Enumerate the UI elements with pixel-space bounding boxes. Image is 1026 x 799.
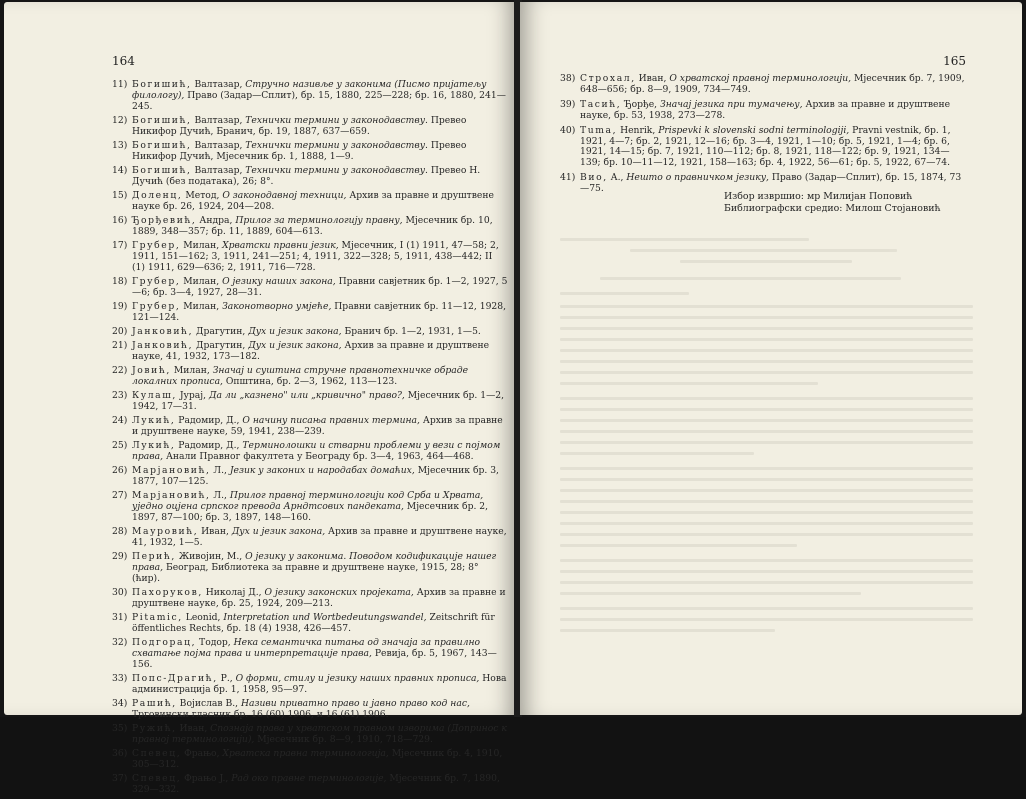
show-through-line bbox=[560, 327, 973, 330]
reference-publication: Мјесечник бр. 1—2, 1942, 17—31. bbox=[132, 389, 505, 412]
reference-number: 22) bbox=[112, 364, 128, 376]
reference-author: Богишић, bbox=[132, 114, 192, 126]
reference-title: Interpretation und Wortbedeutungswandel, bbox=[223, 611, 427, 623]
reference-given-name: Иван, bbox=[176, 722, 211, 734]
reference-given-name: Драгутин, bbox=[193, 325, 249, 337]
reference-number: 26) bbox=[112, 464, 128, 476]
reference-number: 15) bbox=[112, 189, 128, 201]
show-through-text bbox=[560, 230, 990, 632]
reference-author: Подгорац, bbox=[132, 636, 197, 648]
reference-number: 37) bbox=[112, 772, 128, 784]
reference-given-name: Валтазар, bbox=[191, 139, 246, 151]
reference-number: 25) bbox=[112, 439, 128, 451]
reference-given-name: Фрањо J., bbox=[181, 772, 232, 784]
reference-given-name: Радомир, Д., bbox=[175, 414, 243, 426]
reference-author: Tuma, bbox=[580, 124, 618, 136]
reference-given-name: Војислав В., bbox=[176, 697, 242, 709]
reference-author: Спевец, bbox=[132, 772, 182, 784]
reference-given-name: Радомир, Д., bbox=[175, 439, 243, 451]
reference-number: 31) bbox=[112, 611, 128, 623]
reference-author: Рашић, bbox=[132, 697, 177, 709]
reference-title: О језику законских пројеката, bbox=[264, 586, 414, 598]
show-through-line bbox=[560, 338, 973, 341]
reference-given-name: Метод, bbox=[182, 189, 223, 201]
reference-publication: Архив за правне и друштвене науке, 59, 1941, 238—239. bbox=[132, 414, 503, 437]
reference-entry bbox=[112, 441, 508, 463]
show-through-line bbox=[630, 249, 897, 252]
reference-publication: Право (Задар—Сплит), бр. 15, 1880, 225—228; бр. 16, 1880, 241—245. bbox=[132, 89, 506, 112]
reference-entry bbox=[112, 613, 508, 635]
show-through-line bbox=[560, 618, 973, 621]
reference-number: 11) bbox=[112, 79, 128, 90]
reference-given-name: Николај Д., bbox=[202, 586, 265, 598]
reference-publication: Општина, бр. 2—3, 1962, 113—123. bbox=[222, 375, 398, 387]
reference-list-right bbox=[560, 74, 966, 199]
credits-bibliography: Библиографски средио: Милош Стојановић bbox=[724, 203, 941, 214]
show-through-line bbox=[560, 607, 973, 610]
reference-entry bbox=[112, 277, 508, 299]
show-through-line bbox=[560, 382, 818, 385]
reference-entry bbox=[112, 166, 508, 188]
show-through-line bbox=[560, 581, 973, 584]
show-through-line bbox=[560, 441, 973, 444]
reference-author: Доленц, bbox=[132, 189, 183, 201]
reference-entry bbox=[112, 341, 508, 363]
reference-title: Технички термини у законодавству. bbox=[245, 164, 428, 176]
reference-given-name: Валтазар, bbox=[191, 164, 246, 176]
reference-entry bbox=[560, 74, 966, 96]
reference-entry bbox=[112, 588, 508, 610]
reference-number: 18) bbox=[112, 275, 128, 287]
reference-entry bbox=[560, 100, 966, 122]
reference-given-name: Јурај, bbox=[176, 389, 209, 401]
reference-title: Језик у законих и народабах домаћих, bbox=[229, 464, 415, 476]
reference-title: О начину писања правних термина, bbox=[242, 414, 420, 426]
reference-number: 38) bbox=[560, 73, 576, 84]
reference-publication: Превео Н. Дучић (без података), 26; 8°. bbox=[132, 164, 481, 187]
reference-title: О форми, стилу и језику наших правних прописа, bbox=[235, 672, 480, 684]
show-through-line bbox=[560, 360, 973, 363]
reference-title: Хрватски правни језик, bbox=[222, 239, 339, 251]
reference-publication: Мјесечник бр. 2, 1897, 87—100; бр. 3, 1897, 148—160. bbox=[132, 500, 489, 523]
show-through-line bbox=[560, 316, 973, 319]
reference-publication: Ревија, бр. 5, 1967, 143—156. bbox=[132, 647, 497, 670]
reference-number: 32) bbox=[112, 636, 128, 648]
reference-title: Терминолошки и стварни проблеми у вези с појмом права, bbox=[132, 439, 501, 462]
reference-entry bbox=[560, 126, 966, 170]
reference-author: Лукић, bbox=[132, 439, 176, 451]
reference-title: Prispevki k slovenski sodni terminologiji, bbox=[658, 124, 850, 136]
credits-block bbox=[724, 191, 941, 215]
reference-author: Богишић, bbox=[132, 79, 192, 90]
reference-publication: Архив за правне и друштвене науке, 41, 1932, 173—182. bbox=[132, 339, 490, 362]
reference-author: Попс-Драгић, bbox=[132, 672, 218, 684]
show-through-line bbox=[560, 349, 973, 352]
reference-given-name: Милан, bbox=[180, 300, 223, 312]
reference-entry bbox=[112, 141, 508, 163]
reference-number: 41) bbox=[560, 172, 576, 184]
reference-publication: Превео Никифор Дучић, Мјесечник бр. 1, 1888, 1—9. bbox=[132, 139, 467, 162]
show-through-line bbox=[560, 430, 973, 433]
reference-publication: Zeitschrift für öffentliches Rechts, бр. 18 (4) 1938, 426—457. bbox=[132, 611, 495, 634]
reference-title: Значај језика при тумачењу, bbox=[660, 98, 803, 110]
reference-author: Строхал, bbox=[580, 73, 636, 84]
reference-number: 27) bbox=[112, 489, 128, 501]
reference-entry bbox=[112, 191, 508, 213]
reference-number: 14) bbox=[112, 164, 128, 176]
reference-title: Нешто о правничком језику, bbox=[626, 172, 769, 184]
reference-given-name: Валтазар, bbox=[191, 79, 246, 90]
reference-number: 24) bbox=[112, 414, 128, 426]
reference-entry bbox=[112, 674, 508, 696]
show-through-line bbox=[560, 559, 973, 562]
reference-title: Прилог правној терминологији код Срба и Хрвата, уједно оцјена српског превода Арндтсових пандеката, bbox=[132, 489, 484, 512]
reference-publication: Мјесечник бр. 4, 1910, 305—312. bbox=[132, 747, 503, 770]
reference-entry bbox=[112, 302, 508, 324]
reference-author: Грубер, bbox=[132, 300, 181, 312]
reference-entry bbox=[112, 552, 508, 585]
reference-publication: Мјесечник бр. 10, 1889, 348—357; бр. 11, 1889, 604—613. bbox=[132, 214, 493, 237]
reference-title: Да ли „казнено" или „кривично" право?, bbox=[208, 389, 405, 401]
reference-entry bbox=[112, 216, 508, 238]
reference-title: Називи приватно право и јавно право код нас, bbox=[241, 697, 470, 709]
reference-given-name: Р., bbox=[217, 672, 236, 684]
show-through-line bbox=[560, 489, 973, 492]
reference-title: О законодавној техници, bbox=[222, 189, 347, 201]
reference-given-name: Тодор, bbox=[196, 636, 234, 648]
show-through-line bbox=[560, 478, 973, 481]
reference-entry bbox=[112, 527, 508, 549]
show-through-line bbox=[560, 522, 973, 525]
show-through-line bbox=[560, 419, 973, 422]
reference-given-name: Драгутин, bbox=[193, 339, 249, 351]
show-through-line bbox=[560, 292, 689, 295]
show-through-line bbox=[560, 544, 797, 547]
reference-title: О хрватској правној терминологији, bbox=[669, 73, 852, 84]
reference-given-name: Ђорђе, bbox=[621, 98, 660, 110]
reference-author: Марјановић, bbox=[132, 489, 211, 501]
reference-author: Кулаш, bbox=[132, 389, 177, 401]
reference-title: Спознаја права у хрватском правном изворима (Допринос к правној терминологији), bbox=[132, 722, 507, 745]
reference-publication: Pravni vestnik, бр. 1, 1921, 4—7; бр. 2, 1921, 12—16; бр. 3—4, 1921, 1—10; бр. 5, 1921, 1—4; бр. 6, 1921, 14—15; бр. 7, 1921, 110—112; бр. 8, 1921, 118—122; бр. 9, 1921, 134—139; бр. 10—11—12, 1921, 158—163; бр. 4, 1922, 56—61; бр. 5, 1922, 67—74. bbox=[580, 124, 951, 169]
reference-given-name: Иван, bbox=[198, 525, 232, 537]
reference-title: Дух и језик закона, bbox=[231, 525, 326, 537]
show-through-line bbox=[600, 277, 901, 280]
reference-publication: Правни савјетник бр. 11—12, 1928, 121—124. bbox=[132, 300, 507, 323]
reference-author: Ђорђевић, bbox=[132, 214, 197, 226]
reference-publication: Право (Задар—Сплит), бр. 15, 1874, 73—75. bbox=[580, 172, 962, 195]
reference-author: Јанковић, bbox=[132, 339, 194, 351]
reference-given-name: Милан, bbox=[180, 239, 223, 251]
reference-title: Хрватска правна терминологија, bbox=[222, 747, 389, 759]
page-number-left: 164 bbox=[112, 54, 135, 68]
reference-publication: Правни савјетник бр. 1—2, 1927, 5—6; бр. 3—4, 1927, 28—31. bbox=[132, 275, 508, 298]
reference-entry bbox=[112, 638, 508, 671]
reference-publication: Нова администрација бр. 1, 1958, 95—97. bbox=[132, 672, 507, 695]
reference-author: Pitamic, bbox=[132, 611, 183, 623]
reference-publication: Архив за правне и друштвене науке, 41, 1932, 1—5. bbox=[132, 525, 507, 548]
reference-given-name: А., bbox=[607, 172, 627, 184]
reference-number: 30) bbox=[112, 586, 128, 598]
reference-number: 23) bbox=[112, 389, 128, 401]
reference-title: О језику наших закона, bbox=[222, 275, 336, 287]
show-through-line bbox=[560, 238, 809, 241]
reference-author: Јанковић, bbox=[132, 325, 194, 337]
reference-publication: Бранич бр. 1—2, 1931, 1—5. bbox=[341, 325, 481, 337]
reference-number: 12) bbox=[112, 114, 128, 126]
reference-author: Перић, bbox=[132, 550, 176, 562]
reference-author: Јовић, bbox=[132, 364, 171, 376]
reference-number: 40) bbox=[560, 124, 576, 136]
reference-publication: Мјесечник бр. 7, 1909, 648—656; бр. 8—9, 1909, 734—749. bbox=[580, 73, 965, 95]
reference-author: Пахоруков, bbox=[132, 586, 203, 598]
reference-author: Богишић, bbox=[132, 139, 192, 151]
reference-entry bbox=[112, 416, 508, 438]
show-through-line bbox=[560, 500, 973, 503]
reference-given-name: Андра, bbox=[196, 214, 236, 226]
show-through-line bbox=[680, 260, 852, 263]
reference-number: 34) bbox=[112, 697, 128, 709]
reference-given-name: Henrik, bbox=[617, 124, 659, 136]
reference-title: Стручно називље у законима (Писмо пријатељу филологу), bbox=[132, 79, 487, 101]
reference-given-name: Leonid, bbox=[182, 611, 224, 623]
reference-entry bbox=[112, 466, 508, 488]
reference-entry bbox=[112, 774, 508, 796]
reference-publication: Превео Никифор Дучић, Бранич, бр. 19, 1887, 637—659. bbox=[132, 114, 467, 137]
reference-entry bbox=[112, 116, 508, 138]
reference-author: Лукић, bbox=[132, 414, 176, 426]
reference-title: Технички термини у законодавству. bbox=[245, 114, 428, 126]
reference-title: Дух и језик закона, bbox=[248, 339, 342, 351]
show-through-line bbox=[560, 408, 973, 411]
reference-author: Грубер, bbox=[132, 275, 181, 287]
reference-entry bbox=[112, 699, 508, 721]
reference-author: Тасић, bbox=[580, 98, 622, 110]
reference-publication: Мјесечник, I (1) 1911, 47—58; 2, 1911, 151—162; 3, 1911, 241—251; 4, 1911, 322—328; 5, 1911, 438—442; II (1) 1911, 629—636; 2, 1911, 716—728. bbox=[132, 239, 499, 273]
reference-given-name: Милан, bbox=[170, 364, 213, 376]
left-page bbox=[4, 2, 516, 795]
reference-number: 17) bbox=[112, 239, 128, 251]
reference-publication: Мјесечник бр. 3, 1877, 107—125. bbox=[132, 464, 499, 487]
show-through-line bbox=[560, 533, 973, 536]
reference-number: 29) bbox=[112, 550, 128, 562]
reference-publication: Архив за правне и друштвене науке, бр. 25, 1924, 209—213. bbox=[132, 586, 506, 609]
reference-publication: Анали Правног факултета у Београду бр. 3—4, 1963, 464—468. bbox=[163, 450, 474, 462]
reference-title: Значај и суштина стручне правнотехничке обраде локалних прописа, bbox=[132, 364, 469, 387]
reference-number: 39) bbox=[560, 98, 576, 110]
reference-given-name: Л., bbox=[210, 489, 230, 501]
show-through-line bbox=[560, 511, 973, 514]
reference-entry bbox=[112, 241, 508, 274]
reference-title: Дух и језик закона, bbox=[248, 325, 342, 337]
reference-entry bbox=[112, 391, 508, 413]
reference-publication: Архив за правне и друштвене науке, бр. 53, 1938, 273—278. bbox=[580, 98, 951, 121]
right-page bbox=[520, 2, 1022, 715]
show-through-line bbox=[560, 570, 973, 573]
reference-given-name: Валтазар, bbox=[191, 114, 246, 126]
reference-entry bbox=[112, 366, 508, 388]
reference-author: Вио, bbox=[580, 172, 608, 184]
page-number-right: 165 bbox=[943, 54, 966, 68]
reference-given-name: Живојин, М., bbox=[175, 550, 246, 562]
reference-entry bbox=[112, 724, 508, 746]
reference-given-name: Иван, bbox=[635, 73, 670, 84]
show-through-line bbox=[560, 397, 973, 400]
reference-publication: Трговински гласник бр. 16 (60) 1906, и 16 (61) 1906. bbox=[132, 708, 389, 720]
reference-given-name: Л., bbox=[210, 464, 230, 476]
reference-title: Рад око правне терминологије, bbox=[231, 772, 387, 784]
reference-publication: Београд, Библиотека за правне и друштвене науке, 1915, 28; 8° (ћир). bbox=[132, 561, 479, 584]
reference-entry bbox=[112, 749, 508, 771]
reference-title: Нека семантичка питања од значаја за правилно схватање појма права и интерпретације права, bbox=[132, 636, 481, 659]
reference-number: 35) bbox=[112, 722, 128, 734]
reference-number: 16) bbox=[112, 214, 128, 226]
reference-entry bbox=[112, 491, 508, 524]
reference-publication: Архив за правне и друштвене науке бр. 26, 1924, 204—208. bbox=[132, 189, 494, 212]
reference-title: Законотворно умјеће, bbox=[222, 300, 332, 312]
reference-given-name: Милан, bbox=[180, 275, 223, 287]
show-through-line bbox=[560, 452, 754, 455]
show-through-line bbox=[560, 305, 973, 308]
reference-author: Спевец, bbox=[132, 747, 182, 759]
reference-number: 13) bbox=[112, 139, 128, 151]
reference-author: Богишић, bbox=[132, 164, 192, 176]
show-through-line bbox=[560, 467, 973, 470]
reference-list-left bbox=[112, 80, 508, 799]
reference-number: 28) bbox=[112, 525, 128, 537]
reference-author: Ружић, bbox=[132, 722, 177, 734]
reference-entry bbox=[112, 80, 508, 113]
reference-entry bbox=[112, 327, 508, 338]
reference-given-name: Фрањо, bbox=[181, 747, 223, 759]
reference-number: 33) bbox=[112, 672, 128, 684]
credits-selection: Избор извршио: мр Милијан Поповић bbox=[724, 191, 913, 202]
show-through-line bbox=[560, 371, 973, 374]
show-through-line bbox=[560, 629, 775, 632]
reference-publication: Мјесечник бр. 7, 1890, 329—332. bbox=[132, 772, 500, 795]
reference-number: 19) bbox=[112, 300, 128, 312]
reference-title: Технички термини у законодавству. bbox=[245, 139, 428, 151]
reference-title: О језику у законима. Поводом кодификације нашег права, bbox=[132, 550, 497, 573]
reference-author: Грубер, bbox=[132, 239, 181, 251]
reference-publication: Мјесечник бр. 8—9, 1910, 718—729. bbox=[254, 733, 433, 745]
reference-number: 21) bbox=[112, 339, 128, 351]
reference-number: 20) bbox=[112, 325, 128, 337]
reference-author: Мауровић, bbox=[132, 525, 199, 537]
reference-number: 36) bbox=[112, 747, 128, 759]
show-through-line bbox=[560, 592, 861, 595]
reference-author: Марјановић, bbox=[132, 464, 211, 476]
reference-title: Прилог за терминологију правну, bbox=[235, 214, 403, 226]
